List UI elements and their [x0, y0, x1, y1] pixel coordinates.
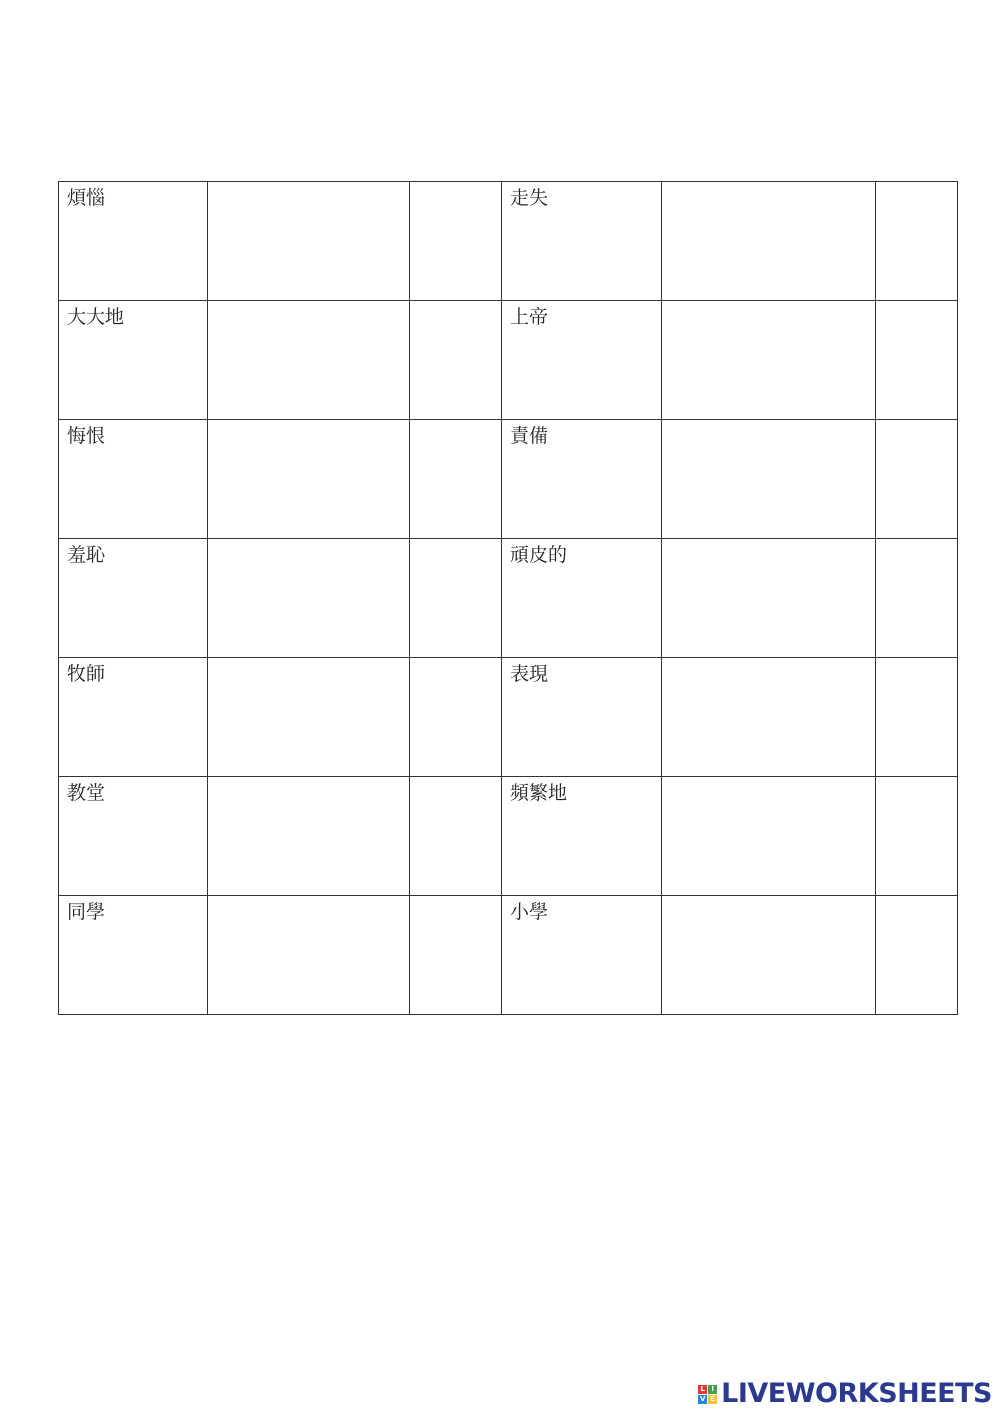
match-box-right[interactable] [876, 182, 958, 301]
answer-cell-right[interactable] [662, 301, 876, 420]
word-cell-right: 責備 [502, 420, 662, 539]
answer-cell-right[interactable] [662, 658, 876, 777]
word-cell-left: 悔恨 [59, 420, 208, 539]
word-cell-left: 教堂 [59, 777, 208, 896]
word-cell-right: 表現 [502, 658, 662, 777]
word-cell-left: 牧師 [59, 658, 208, 777]
table-row [59, 301, 958, 420]
logo-letter: E [708, 1395, 717, 1404]
vocabulary-table [58, 181, 958, 1015]
match-box-right[interactable] [876, 658, 958, 777]
answer-cell-left[interactable] [208, 896, 410, 1015]
match-box-right[interactable] [876, 539, 958, 658]
table-row [59, 420, 958, 539]
match-box-left[interactable] [410, 182, 502, 301]
match-box-left[interactable] [410, 539, 502, 658]
table-row [59, 896, 958, 1015]
liveworksheets-logo [698, 1379, 992, 1409]
logo-mark-icon [698, 1385, 717, 1404]
match-box-left[interactable] [410, 777, 502, 896]
word-cell-left: 同學 [59, 896, 208, 1015]
answer-cell-right[interactable] [662, 777, 876, 896]
table-row [59, 777, 958, 896]
match-box-left[interactable] [410, 420, 502, 539]
brand-name: LIVEWORKSHEETS [721, 1378, 992, 1409]
answer-cell-left[interactable] [208, 539, 410, 658]
logo-letter: V [699, 1394, 706, 1403]
logo-letter: I [708, 1385, 717, 1394]
table-row [59, 182, 958, 301]
answer-cell-left[interactable] [208, 658, 410, 777]
table-row [59, 539, 958, 658]
match-box-right[interactable] [876, 301, 958, 420]
answer-cell-left[interactable] [208, 182, 410, 301]
match-box-left[interactable] [410, 896, 502, 1015]
logo-letter: L [698, 1385, 707, 1394]
answer-cell-right[interactable] [662, 896, 876, 1015]
answer-cell-right[interactable] [662, 539, 876, 658]
word-cell-left: 煩惱 [59, 182, 208, 301]
match-box-right[interactable] [876, 777, 958, 896]
answer-cell-left[interactable] [208, 777, 410, 896]
word-cell-right: 走失 [502, 182, 662, 301]
word-cell-right: 上帝 [502, 301, 662, 420]
word-cell-left: 羞恥 [59, 539, 208, 658]
word-cell-left: 大大地 [59, 301, 208, 420]
answer-cell-left[interactable] [208, 420, 410, 539]
word-cell-right: 小學 [502, 896, 662, 1015]
word-cell-right: 頻繁地 [502, 777, 662, 896]
match-box-right[interactable] [876, 896, 958, 1015]
word-cell-right: 頑皮的 [502, 539, 662, 658]
match-box-right[interactable] [876, 420, 958, 539]
answer-cell-left[interactable] [208, 301, 410, 420]
table-row [59, 658, 958, 777]
match-box-left[interactable] [410, 658, 502, 777]
match-box-left[interactable] [410, 301, 502, 420]
answer-cell-right[interactable] [662, 182, 876, 301]
answer-cell-right[interactable] [662, 420, 876, 539]
